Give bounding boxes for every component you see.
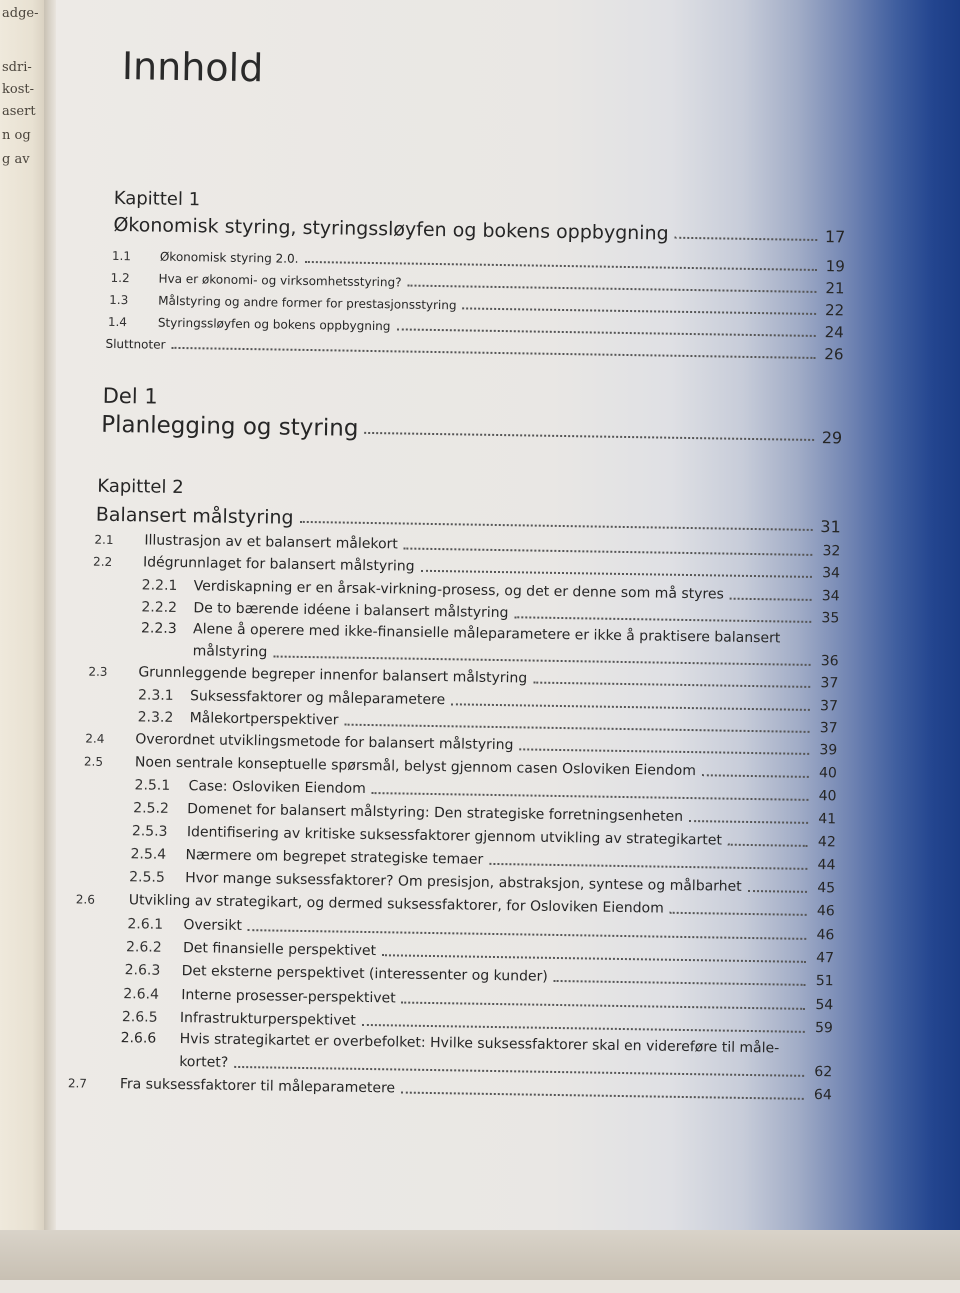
dot-leader — [234, 1066, 804, 1077]
part-1-label: Del 1 — [102, 383, 158, 409]
dot-leader — [748, 890, 807, 893]
prev-page-fragment: asert — [2, 104, 36, 119]
toc-entry[interactable]: 1.3 Målstyring og andre former for prestasjonsstyring 22 — [109, 292, 845, 320]
dot-leader — [533, 682, 810, 688]
toc-entry-wrapped-line1[interactable]: 2.2.3 Alene å operere med ikke-finansielle måleparametere er ikke å praktisere balansert — [140, 620, 781, 647]
chapter-2-label: Kapittel 2 — [97, 475, 184, 499]
dot-leader — [404, 548, 813, 556]
toc-entry[interactable]: 2.2.1 Verdiskapning er en årsak-virkning-prosess, og det er denne som må styres 34 — [141, 577, 840, 605]
dot-leader — [519, 748, 809, 755]
dot-leader — [344, 724, 809, 733]
dot-leader — [364, 432, 814, 441]
dot-leader — [304, 261, 816, 271]
toc-entry[interactable]: 2.5.2 Domenet for balansert målstyring: Den strategiske forretningsenheten 41 — [133, 800, 837, 828]
toc-entry[interactable]: 2.4 Overordnet utviklingsmetode for balansert målstyring 39 — [85, 731, 838, 759]
toc-entry[interactable]: 2.5 Noen sentrale konseptuelle spørsmål, belyst gjennom casen Osloviken Eiendom 40 — [83, 754, 838, 782]
toc-entry-wrapped-line2[interactable]: målstyring 36 — [192, 643, 839, 670]
dot-leader — [300, 521, 813, 531]
prev-page-fragment: adge- — [2, 6, 39, 21]
toc-entry[interactable]: 2.2.2 De to bærende idéene i balansert målstyring 35 — [141, 599, 840, 627]
toc-entry[interactable]: 1.4 Styringssløyfen og bokens oppbygning 24 — [107, 314, 844, 342]
dot-leader — [451, 703, 810, 711]
toc-entry-endnotes[interactable]: Sluttnoter 26 — [105, 336, 844, 364]
dot-leader — [670, 912, 807, 916]
toc-entry[interactable]: 2.3.2 Målekortperspektiver 37 — [137, 709, 838, 737]
prev-page-fragment: n og — [2, 128, 31, 143]
dot-leader — [171, 347, 815, 359]
toc-entry[interactable]: 2.6.4 Interne prosesser-perspektivet 54 — [123, 986, 834, 1014]
part-1-heading[interactable]: Planlegging og styring 29 — [101, 411, 843, 448]
dot-leader — [554, 980, 806, 986]
dot-leader — [401, 1092, 804, 1100]
toc-entry[interactable]: 2.5.5 Hvor mange suksessfaktorer? Om presisjon, abstraksjon, syntese og målbarhet 45 — [129, 869, 836, 897]
prev-page-fragment: sdri- — [2, 60, 32, 75]
toc-entry[interactable]: 2.2 Idégrunnlaget for balansert målstyring 34 — [93, 554, 841, 582]
toc-entry[interactable]: 2.7 Fra suksessfaktorer til måleparametere 64 — [67, 1076, 832, 1104]
dot-leader — [420, 570, 811, 578]
toc-entry[interactable]: 2.5.4 Nærmere om begrepet strategiske temaer 44 — [130, 846, 836, 874]
toc-entry[interactable]: 2.1 Illustrasjon av et balansert målekort 32 — [94, 532, 841, 560]
toc-entry[interactable]: 2.5.3 Identifisering av kritiske suksessfaktorer gjennom utvikling av strategikartet 42 — [131, 823, 836, 851]
toc-entry[interactable]: 2.3.1 Suksessfaktorer og måleparametere 37 — [137, 687, 839, 715]
dot-leader — [407, 285, 816, 293]
dot-leader — [372, 792, 809, 801]
chapter-1-heading[interactable]: Økonomisk styring, styringssløyfen og bokens oppbygning 17 — [113, 213, 846, 247]
page-title: Innhold — [121, 44, 264, 91]
toc-entry[interactable]: 1.2 Hva er økonomi- og virksomhetsstyring? 21 — [110, 270, 845, 298]
dot-leader — [675, 237, 818, 241]
prev-page-fragment: g av — [2, 152, 30, 167]
toc-entry[interactable]: 2.6.5 Infrastrukturperspektivet 59 — [121, 1009, 834, 1037]
dot-leader — [396, 328, 815, 337]
dot-leader — [362, 1024, 805, 1033]
toc-entry[interactable]: 2.6.1 Oversikt 46 — [127, 916, 835, 944]
prev-page-fragment: kost- — [2, 82, 34, 97]
chapter-1-label: Kapittel 1 — [113, 187, 201, 211]
dot-leader — [728, 844, 808, 847]
toc-entry[interactable]: 1.1 Økonomisk styring 2.0. 19 — [111, 248, 845, 276]
dot-leader — [689, 820, 808, 824]
dot-leader — [382, 954, 806, 963]
dot-leader — [273, 655, 810, 665]
toc-entry[interactable]: 2.6.3 Det eksterne perspektivet (interessenter og kunder) 51 — [124, 962, 834, 990]
dot-leader — [514, 616, 811, 623]
toc-entry[interactable]: 2.5.1 Case: Osloviken Eiendom 40 — [134, 777, 837, 805]
toc-entry[interactable]: 2.3 Grunnleggende begreper innenfor balansert målstyring 37 — [88, 664, 839, 692]
dot-leader — [489, 863, 807, 870]
chapter-2-heading[interactable]: Balansert målstyring 31 — [95, 503, 841, 537]
dot-leader — [248, 929, 806, 940]
toc-entry[interactable]: 2.6 Utvikling av strategikart, og dermed suksessfaktorer, for Osloviken Eiendom 46 — [75, 892, 835, 920]
dot-leader — [402, 1002, 806, 1010]
dot-leader — [462, 307, 816, 315]
toc-entry[interactable]: 2.6.2 Det finansielle perspektivet 47 — [125, 939, 835, 967]
toc-entry-wrapped-line1[interactable]: 2.6.6 Hvis strategikartet er overbefolket: Hvilke suksessfaktorer skal en videreføre til måle- — [120, 1030, 780, 1057]
dot-leader — [730, 598, 812, 601]
dot-leader — [702, 774, 809, 778]
toc-entry-wrapped-line2[interactable]: kortet? 62 — [179, 1054, 833, 1081]
